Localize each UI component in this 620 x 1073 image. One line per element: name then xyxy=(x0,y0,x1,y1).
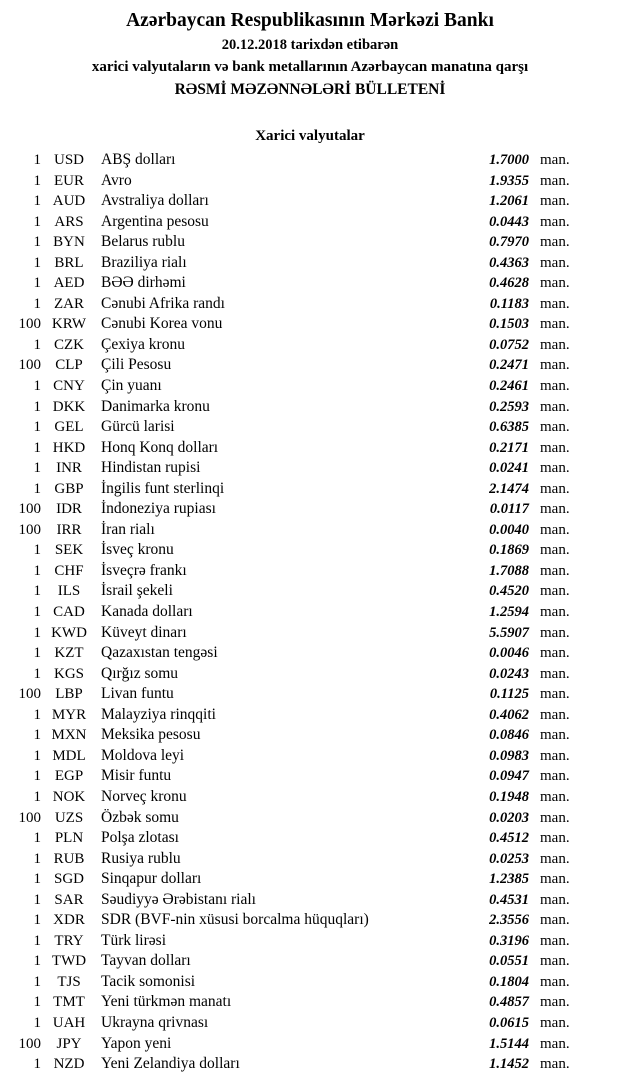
rate-unit: man. xyxy=(540,213,570,230)
rate-code: CAD xyxy=(53,604,85,621)
rate-value: 1.9355 xyxy=(489,172,529,189)
rate-row xyxy=(0,355,578,376)
rate-name: Moldova leyi xyxy=(101,746,185,764)
rate-qty: 1 xyxy=(33,891,41,908)
rate-row xyxy=(0,910,578,931)
rate-name: Honq Konq dolları xyxy=(101,438,219,456)
rate-row xyxy=(0,705,578,726)
rate-name: Sinqapur dolları xyxy=(101,870,202,888)
rate-row xyxy=(0,273,578,294)
rate-qty: 1 xyxy=(33,562,41,579)
rate-code: CNY xyxy=(53,378,85,395)
rate-name: Tayvan dolları xyxy=(101,952,191,970)
rate-unit: man. xyxy=(540,727,570,744)
rate-name: Malayziya rinqqiti xyxy=(101,705,216,723)
rate-qty: 1 xyxy=(33,378,41,395)
rate-qty: 1 xyxy=(33,1056,41,1073)
rate-name: SDR (BVF-nin xüsusi borcalma hüquqları) xyxy=(101,911,369,929)
rate-row xyxy=(0,458,578,479)
rate-value: 0.1503 xyxy=(489,316,529,333)
rate-code: TRY xyxy=(54,932,84,949)
rate-name: Avro xyxy=(101,171,132,189)
rate-qty: 1 xyxy=(33,727,41,744)
rate-code: CHF xyxy=(54,562,84,579)
rate-row xyxy=(0,951,578,972)
rate-unit: man. xyxy=(540,152,570,168)
rate-name: İndoneziya rupiası xyxy=(101,500,216,518)
rate-value: 0.6385 xyxy=(489,419,529,436)
rate-name: Belarus rublu xyxy=(101,233,185,251)
rate-code: SGD xyxy=(53,871,84,888)
rate-value: 0.4512 xyxy=(489,830,529,847)
rate-value: 5.5907 xyxy=(489,624,529,641)
rate-unit: man. xyxy=(540,234,570,251)
rate-qty: 1 xyxy=(33,747,41,764)
rate-qty: 1 xyxy=(33,254,41,271)
rate-qty: 1 xyxy=(33,788,41,805)
rate-unit: man. xyxy=(540,336,570,353)
rate-code: NZD xyxy=(53,1056,85,1073)
rate-name: Yapon yeni xyxy=(101,1034,172,1052)
bulletin-subtitle: xarici valyutaların və bank metallarının Azərbaycan manatına qarşı xyxy=(91,59,529,75)
rate-code: PLN xyxy=(54,830,84,847)
rate-code: MYR xyxy=(51,706,87,723)
rate-code: UZS xyxy=(54,809,84,826)
rate-name: Cənubi Afrika randı xyxy=(101,294,225,312)
rate-unit: man. xyxy=(540,398,570,415)
rate-row xyxy=(0,931,578,952)
rate-value: 0.0253 xyxy=(489,850,529,867)
rate-qty: 1 xyxy=(33,1014,41,1031)
rate-code: HKD xyxy=(52,439,86,456)
rate-name: Yeni Zelandiya dolları xyxy=(101,1055,240,1073)
rate-code: KRW xyxy=(51,316,87,333)
rate-value: 0.1948 xyxy=(489,788,529,805)
rate-unit: man. xyxy=(540,994,570,1011)
rate-unit: man. xyxy=(540,378,570,395)
rate-value: 0.0040 xyxy=(489,521,529,538)
rate-row xyxy=(0,746,578,767)
rate-value: 0.3196 xyxy=(489,932,529,949)
rate-row xyxy=(0,212,578,233)
rate-value: 0.2471 xyxy=(489,357,529,374)
rate-value: 0.1125 xyxy=(489,686,529,703)
rate-row xyxy=(0,787,578,808)
rate-name: Hindistan rupisi xyxy=(101,459,201,477)
rate-unit: man. xyxy=(540,932,570,949)
rate-value: 1.5144 xyxy=(489,1035,529,1052)
rate-unit: man. xyxy=(540,275,570,292)
rate-value: 0.7970 xyxy=(489,234,529,251)
rate-name: Çexiya kronu xyxy=(101,335,185,353)
rate-value: 1.1452 xyxy=(489,1056,529,1073)
rate-qty: 1 xyxy=(33,912,41,929)
rate-code: GEL xyxy=(54,419,84,436)
rate-row xyxy=(0,664,578,685)
rate-value: 2.1474 xyxy=(489,480,529,497)
rate-unit: man. xyxy=(540,521,570,538)
rate-code: EUR xyxy=(54,172,84,189)
rate-code: ZAR xyxy=(54,295,84,312)
section-title-foreign-currencies: Xarici valyutalar xyxy=(255,128,365,144)
rate-qty: 1 xyxy=(33,850,41,867)
rate-row xyxy=(0,581,578,602)
rate-name: Çin yuanı xyxy=(101,377,162,395)
rate-row xyxy=(0,684,578,705)
rate-unit: man. xyxy=(540,193,570,210)
rate-name: Özbək somu xyxy=(101,808,179,826)
rate-qty: 1 xyxy=(33,706,41,723)
rate-code: AED xyxy=(53,275,85,292)
rate-code: TJS xyxy=(57,973,81,990)
rate-code: SAR xyxy=(54,891,84,908)
rate-qty: 1 xyxy=(33,213,41,230)
rate-unit: man. xyxy=(540,912,570,929)
rate-value: 1.2061 xyxy=(489,193,529,210)
rate-name: Küveyt dinarı xyxy=(101,623,187,641)
rate-code: NOK xyxy=(52,788,86,805)
rate-unit: man. xyxy=(540,357,570,374)
rate-qty: 100 xyxy=(18,809,41,826)
rate-qty: 1 xyxy=(33,336,41,353)
rate-name: Ukrayna qrivnası xyxy=(101,1013,209,1031)
rate-value: 0.4857 xyxy=(489,994,529,1011)
rate-qty: 1 xyxy=(33,768,41,785)
rate-unit: man. xyxy=(540,254,570,271)
rate-value: 0.4531 xyxy=(489,891,529,908)
rate-unit: man. xyxy=(540,953,570,970)
rate-code: KGS xyxy=(53,665,84,682)
rate-value: 0.2171 xyxy=(489,439,529,456)
rate-row xyxy=(0,314,578,335)
rate-value: 1.7088 xyxy=(489,562,529,579)
rate-qty: 1 xyxy=(33,665,41,682)
rate-value: 0.2461 xyxy=(489,378,529,395)
rate-qty: 1 xyxy=(33,830,41,847)
rate-unit: man. xyxy=(540,624,570,641)
rate-row xyxy=(0,992,578,1013)
rate-code: TWD xyxy=(51,953,87,970)
bank-name-title: Azərbaycan Respublikasının Mərkəzi Bankı xyxy=(126,10,494,31)
rate-qty: 1 xyxy=(33,439,41,456)
rate-row xyxy=(0,1054,578,1073)
rate-code: ILS xyxy=(57,583,81,600)
rate-qty: 1 xyxy=(33,604,41,621)
rate-row xyxy=(0,540,578,561)
rate-qty: 100 xyxy=(18,501,41,518)
rate-value: 0.2593 xyxy=(489,398,529,415)
rate-code: DKK xyxy=(52,398,86,415)
rate-row xyxy=(0,1013,578,1034)
rate-qty: 1 xyxy=(33,419,41,436)
rate-name: Rusiya rublu xyxy=(101,849,181,867)
rate-qty: 1 xyxy=(33,193,41,210)
rate-qty: 1 xyxy=(33,460,41,477)
rate-value: 0.4628 xyxy=(489,275,529,292)
rate-value: 0.4062 xyxy=(489,706,529,723)
rate-unit: man. xyxy=(540,1014,570,1031)
rate-qty: 1 xyxy=(33,994,41,1011)
rate-code: LBP xyxy=(55,686,83,703)
rate-unit: man. xyxy=(540,665,570,682)
rate-qty: 1 xyxy=(33,624,41,641)
rate-row xyxy=(0,561,578,582)
rate-name: Polşa zlotası xyxy=(101,829,179,847)
rate-name: Gürcü larisi xyxy=(101,418,175,436)
rate-name: Yeni türkmən manatı xyxy=(101,993,232,1011)
rate-value: 0.0551 xyxy=(489,953,529,970)
rate-name: Norveç kronu xyxy=(101,787,187,805)
bulletin-title: RƏSMİ MƏZƏNNƏLƏRİ BÜLLETENİ xyxy=(174,81,446,98)
rate-name: Qırğız somu xyxy=(101,664,179,682)
rate-value: 0.0046 xyxy=(489,645,529,662)
rate-unit: man. xyxy=(540,583,570,600)
rate-name: İngilis funt sterlinqi xyxy=(101,479,225,497)
rate-qty: 1 xyxy=(33,152,41,168)
rate-code: INR xyxy=(56,460,82,477)
rate-name: İsveç kronu xyxy=(101,541,174,559)
rate-unit: man. xyxy=(540,501,570,518)
rate-name: ABŞ dolları xyxy=(101,151,176,168)
rate-name: Braziliya rialı xyxy=(101,253,187,271)
rate-row xyxy=(0,294,578,315)
rate-row xyxy=(0,849,578,870)
rate-qty: 100 xyxy=(18,686,41,703)
rate-code: CZK xyxy=(54,336,84,353)
rate-unit: man. xyxy=(540,1056,570,1073)
rate-code: XDR xyxy=(53,912,85,929)
rate-unit: man. xyxy=(540,1035,570,1052)
rate-qty: 1 xyxy=(33,932,41,949)
rate-name: Cənubi Korea vonu xyxy=(101,315,223,333)
rate-unit: man. xyxy=(540,830,570,847)
rate-unit: man. xyxy=(540,871,570,888)
rate-code: EGP xyxy=(54,768,84,785)
rate-value: 0.4520 xyxy=(489,583,529,600)
rate-qty: 1 xyxy=(33,172,41,189)
rate-row xyxy=(0,520,578,541)
rate-name: Meksika pesosu xyxy=(101,726,201,744)
rate-value: 0.0947 xyxy=(489,768,529,785)
rate-row xyxy=(0,253,578,274)
effective-date-line: 20.12.2018 tarixdən etibarən xyxy=(221,37,399,53)
rate-unit: man. xyxy=(540,788,570,805)
rate-row xyxy=(0,479,578,500)
rate-name: Türk lirəsi xyxy=(101,931,166,949)
rate-unit: man. xyxy=(540,172,570,189)
rate-value: 1.2594 xyxy=(489,604,529,621)
rate-unit: man. xyxy=(540,686,570,703)
rate-value: 0.0615 xyxy=(489,1014,529,1031)
rate-name: Danimarka kronu xyxy=(101,397,210,415)
rate-row xyxy=(0,972,578,993)
rate-code: MXN xyxy=(51,727,87,744)
rate-row xyxy=(0,808,578,829)
rate-unit: man. xyxy=(540,891,570,908)
rate-value: 0.4363 xyxy=(489,254,529,271)
rate-row xyxy=(0,150,578,171)
rate-row xyxy=(0,890,578,911)
rate-value: 0.0846 xyxy=(489,727,529,744)
rate-row xyxy=(0,766,578,787)
rate-row xyxy=(0,602,578,623)
rate-code: ARS xyxy=(54,213,84,230)
rate-value: 0.0203 xyxy=(489,809,529,826)
rate-row xyxy=(0,417,578,438)
rate-code: RUB xyxy=(53,850,85,867)
rate-unit: man. xyxy=(540,480,570,497)
rate-code: IRR xyxy=(56,521,82,538)
rate-row xyxy=(0,397,578,418)
rate-code: UAH xyxy=(52,1014,86,1031)
rate-code: SEK xyxy=(54,542,84,559)
rate-unit: man. xyxy=(540,439,570,456)
rate-qty: 1 xyxy=(33,480,41,497)
rate-code: BRL xyxy=(54,254,84,271)
rate-value: 0.0243 xyxy=(489,665,529,682)
rate-row xyxy=(0,171,578,192)
rate-row xyxy=(0,376,578,397)
rate-name: Tacik somonisi xyxy=(101,972,196,990)
rate-qty: 100 xyxy=(18,521,41,538)
rate-row xyxy=(0,828,578,849)
rate-qty: 100 xyxy=(18,316,41,333)
rate-name: Kanada dolları xyxy=(101,603,193,621)
rate-name: Misir funtu xyxy=(101,767,172,785)
rate-row xyxy=(0,643,578,664)
rate-row xyxy=(0,335,578,356)
rate-code: USD xyxy=(53,152,84,168)
rate-unit: man. xyxy=(540,768,570,785)
rate-value: 0.0241 xyxy=(489,460,529,477)
rate-code: MDL xyxy=(52,747,86,764)
rate-row xyxy=(0,869,578,890)
rate-name: Avstraliya dolları xyxy=(101,192,209,210)
rate-name: İsrail şekeli xyxy=(101,582,173,600)
rate-qty: 100 xyxy=(18,1035,41,1052)
bulletin-header xyxy=(0,0,620,101)
rate-qty: 1 xyxy=(33,583,41,600)
rate-value: 1.2385 xyxy=(489,871,529,888)
rate-qty: 1 xyxy=(33,295,41,312)
rate-row xyxy=(0,191,578,212)
rate-qty: 1 xyxy=(33,871,41,888)
rate-name: Livan funtu xyxy=(101,685,174,703)
rate-qty: 1 xyxy=(33,973,41,990)
rate-code: GBP xyxy=(54,480,84,497)
rate-qty: 1 xyxy=(33,645,41,662)
rate-unit: man. xyxy=(540,542,570,559)
rate-row xyxy=(0,232,578,253)
rate-code: KWD xyxy=(51,624,87,641)
rate-unit: man. xyxy=(540,850,570,867)
rate-qty: 1 xyxy=(33,275,41,292)
rate-value: 0.1869 xyxy=(489,542,529,559)
rates-table xyxy=(0,150,620,1073)
rate-value: 2.3556 xyxy=(489,912,529,929)
rate-code: AUD xyxy=(52,193,86,210)
rate-unit: man. xyxy=(540,809,570,826)
rate-name: Argentina pesosu xyxy=(101,212,209,230)
rate-code: TMT xyxy=(53,994,85,1011)
rate-unit: man. xyxy=(540,747,570,764)
rate-row xyxy=(0,438,578,459)
rate-code: BYN xyxy=(53,234,85,251)
rate-unit: man. xyxy=(540,419,570,436)
rate-code: KZT xyxy=(54,645,84,662)
rate-name: Qazaxıstan tengəsi xyxy=(101,644,218,662)
rate-qty: 1 xyxy=(33,398,41,415)
rate-row xyxy=(0,499,578,520)
rate-qty: 100 xyxy=(18,357,41,374)
rate-name: İran rialı xyxy=(101,520,155,538)
rate-qty: 1 xyxy=(33,953,41,970)
rate-unit: man. xyxy=(540,973,570,990)
rate-unit: man. xyxy=(540,316,570,333)
rate-value: 0.1804 xyxy=(489,973,529,990)
rate-qty: 1 xyxy=(33,234,41,251)
rate-unit: man. xyxy=(540,295,570,312)
rate-name: Çili Pesosu xyxy=(101,356,172,374)
rate-value: 1.7000 xyxy=(489,152,529,168)
rate-qty: 1 xyxy=(33,542,41,559)
rate-name: Səudiyyə Ərəbistanı rialı xyxy=(101,890,256,908)
rate-unit: man. xyxy=(540,645,570,662)
rate-code: IDR xyxy=(56,501,82,518)
rate-value: 0.0983 xyxy=(489,747,529,764)
rate-unit: man. xyxy=(540,562,570,579)
rate-code: CLP xyxy=(55,357,83,374)
rate-row xyxy=(0,725,578,746)
rate-row xyxy=(0,1034,578,1055)
rate-value: 0.0443 xyxy=(489,213,529,230)
rate-code: JPY xyxy=(56,1035,82,1052)
rate-value: 0.0117 xyxy=(489,501,529,518)
rate-row xyxy=(0,623,578,644)
rate-unit: man. xyxy=(540,706,570,723)
rate-unit: man. xyxy=(540,604,570,621)
rate-value: 0.0752 xyxy=(489,336,529,353)
rate-name: BƏƏ dirhəmi xyxy=(101,274,186,292)
rate-unit: man. xyxy=(540,460,570,477)
rate-value: 0.1183 xyxy=(489,295,529,312)
rate-name: İsveçrə frankı xyxy=(101,561,187,579)
